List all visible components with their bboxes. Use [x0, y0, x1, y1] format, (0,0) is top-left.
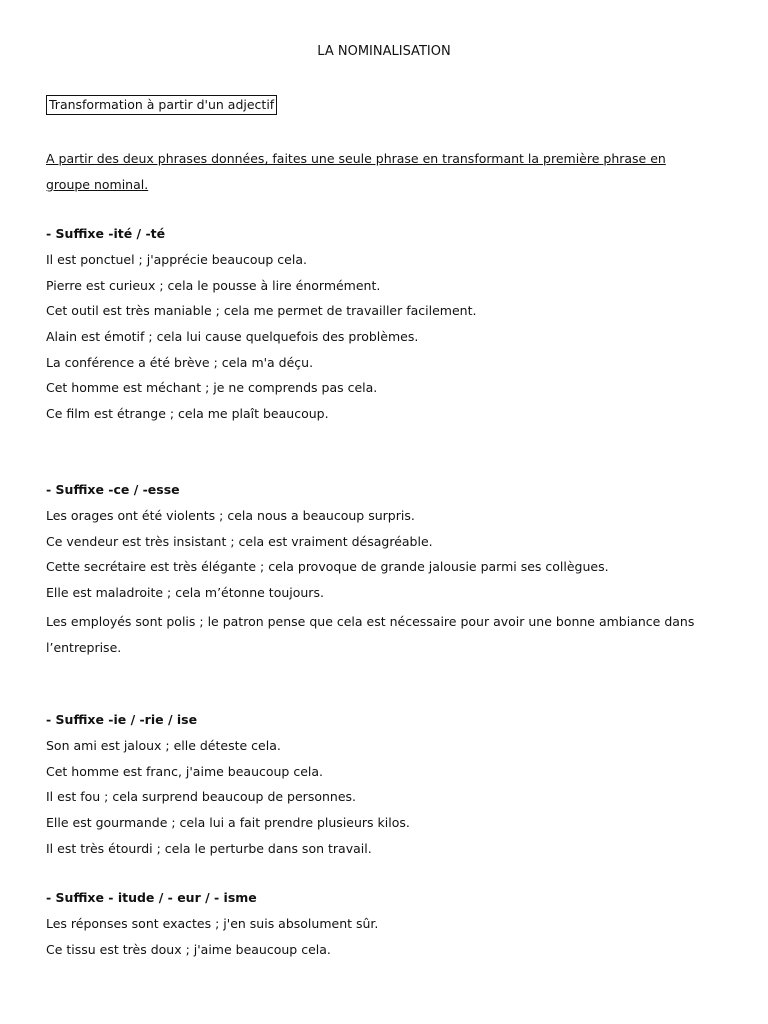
- page-title: LA NOMINALISATION: [317, 44, 451, 59]
- exercise-line: Les réponses sont exactes ; j'en suis absolument sûr.: [46, 916, 379, 931]
- exercise-line: Ce film est étrange ; cela me plaît beaucoup.: [46, 406, 329, 422]
- exercise-line: Il est fou ; cela surprend beaucoup de personnes.: [46, 789, 357, 805]
- section-suffixe-ie: [46, 710, 726, 864]
- exercise-line: Cet homme est franc, j'aime beaucoup cela.: [46, 763, 324, 779]
- section-heading: - Suffixe -ité / -té: [46, 226, 166, 241]
- exercise-line: Alain est émotif ; cela lui cause quelquefois des problèmes.: [46, 329, 419, 345]
- exercise-line: Elle est gourmande ; cela lui a fait prendre plusieurs kilos.: [46, 815, 410, 831]
- exercise-line: Il est très étourdi ; cela le perturbe dans son travail.: [46, 840, 372, 856]
- section-heading: - Suffixe - itude / - eur / - isme: [46, 890, 257, 905]
- section-suffixe-ce: [46, 480, 726, 661]
- boxed-subtitle: Transformation à partir d'un adjectif: [46, 95, 277, 115]
- exercise-line: Elle est maladroite ; cela m’étonne toujours.: [46, 585, 324, 601]
- exercise-line: Cette secrétaire est très élégante ; cela provoque de grande jalousie parmi ses collègues.: [46, 559, 609, 575]
- exercise-line: Les employés sont polis ; le patron pense que cela est nécessaire pour avoir une bonne ambiance dans l’entreprise.: [46, 613, 695, 655]
- exercise-line: Cet outil est très maniable ; cela me permet de travailler facilement.: [46, 303, 477, 319]
- exercise-line: Il est ponctuel ; j'apprécie beaucoup cela.: [46, 252, 307, 267]
- exercise-line: Ce tissu est très doux ; j'aime beaucoup cela.: [46, 941, 331, 957]
- exercise-line: La conférence a été brève ; cela m'a déçu.: [46, 354, 314, 370]
- exercise-line: Son ami est jaloux ; elle déteste cela.: [46, 738, 281, 753]
- section-heading: - Suffixe -ce / -esse: [46, 482, 180, 497]
- exercise-line: Les orages ont été violents ; cela nous a beaucoup surpris.: [46, 508, 415, 523]
- section-heading: - Suffixe -ie / -rie / ise: [46, 712, 198, 727]
- section-suffixe-itude: [46, 888, 726, 965]
- exercise-line: Pierre est curieux ; cela le pousse à lire énormément.: [46, 277, 381, 293]
- instruction-text: A partir des deux phrases données, faites une seule phrase en transformant la première phrase en groupe nominal.: [46, 151, 666, 192]
- exercise-line: Cet homme est méchant ; je ne comprends pas cela.: [46, 380, 378, 396]
- exercise-line: Ce vendeur est très insistant ; cela est vraiment désagréable.: [46, 533, 433, 549]
- section-suffixe-ite: [46, 224, 726, 430]
